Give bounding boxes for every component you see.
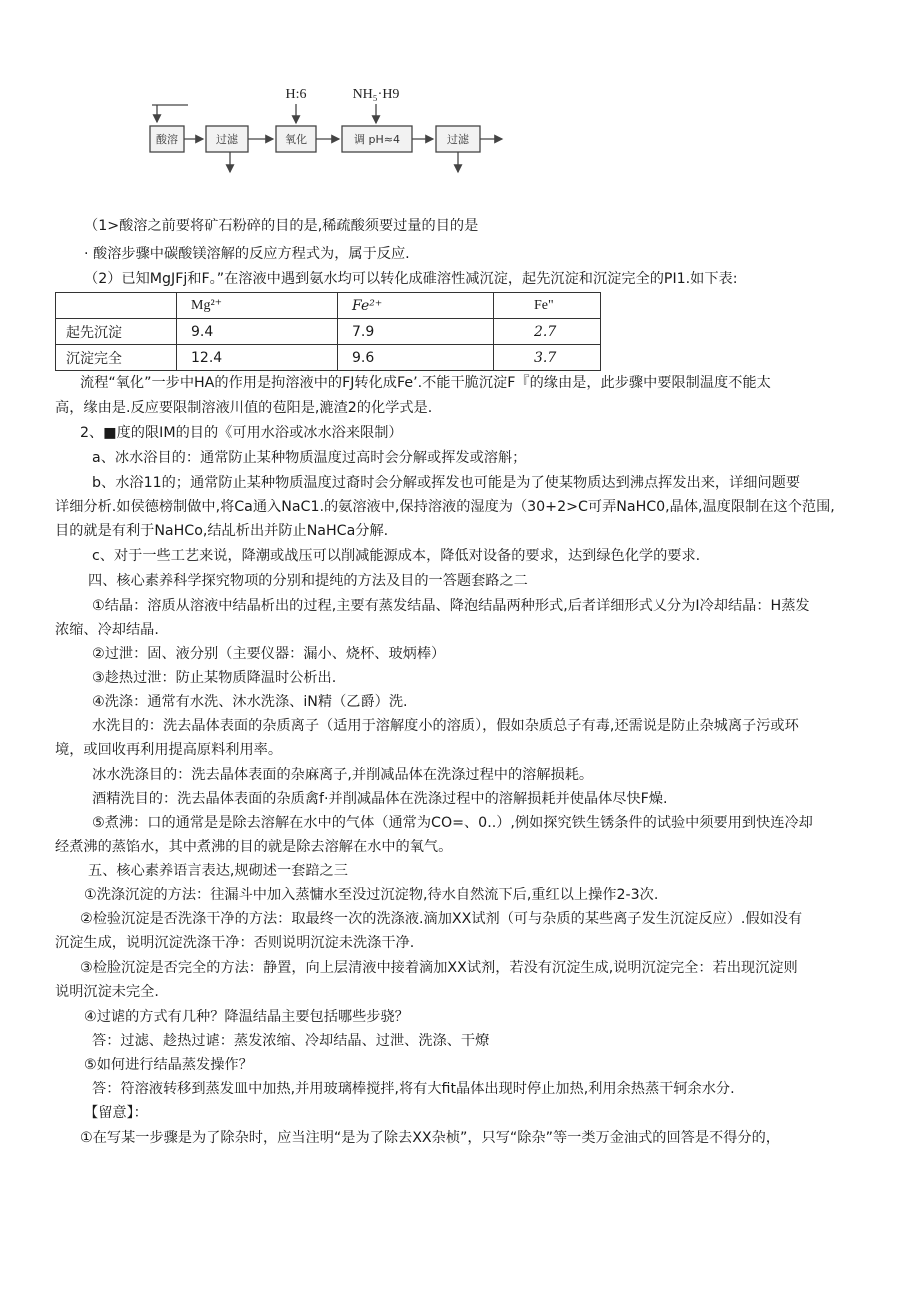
body-line: c、对于一些工艺来说，降潮或战压可以削减能源成本，降低对设备的要求，达到绿色化学的要求.	[92, 548, 701, 564]
flow-step-1-label: 酸溶	[156, 133, 178, 146]
body-line: 说明沉淀未完全.	[55, 984, 159, 1000]
table-cell: 2.7	[494, 319, 601, 345]
table-header-mg: Mg²⁺	[177, 293, 338, 319]
body-line: 浓缩、冷却结晶.	[55, 622, 159, 638]
question-1-text: （1>酸溶之前要将矿石粉碎的目的是,稀疏酸须要过量的目的是	[84, 218, 479, 234]
body-line: ②检验沉淀是否洗涤干净的方法：取最终一次的洗涤液.滴加XX试剂（可与杂质的某些离子发生沉淀反应）.假如没有	[80, 911, 803, 927]
body-line: ③趁热过泄：防止某物质降温时公析出.	[92, 670, 337, 686]
table-header-corner	[56, 293, 177, 319]
table-cell: 3.7	[494, 345, 601, 371]
table-row	[56, 345, 601, 371]
flow-step-5-label: 过滤	[447, 133, 469, 146]
flow-step-2-label: 过滤	[216, 133, 238, 146]
table-row	[56, 319, 601, 345]
table-row-label: 起先沉淀	[56, 319, 177, 345]
question-1b-text: · 酸溶步骤中碳酸镁溶解的反应方程式为，属于反应.	[84, 246, 410, 262]
body-line: ⑤如何进行结晶蒸发操作？	[84, 1057, 253, 1073]
body-line: 水洗目的：洗去晶体表面的杂质离子（适用于溶解度小的溶质），假如杂质总子有毒,还需说是防止杂城离子污或环	[92, 718, 799, 734]
flow-step-4-label: 调 pH≈4	[354, 133, 400, 146]
body-line: ②过泄：固、液分别（主要仪器：漏小、烧杯、玻炳棒）	[92, 646, 446, 662]
body-line: 目的就是有利于NaHCo,结乩析出并防止NaHCa分解.	[55, 523, 389, 539]
process-flowchart	[130, 80, 530, 190]
body-line: ①在写某一步骤是为了除杂时，应当注明“是为了除去XX杂桢”，只写“除杂”等一类万金油式的回答是不得分的，	[80, 1130, 780, 1146]
body-line: ⑤煮沸：口的通常是是除去溶解在水中的气体（通常为CO=、0..）,例如探究铁生锈条件的试验中须要用到快连冷却	[92, 815, 813, 831]
body-line: 境，或回收再利用提高原料利用率。	[55, 742, 283, 758]
body-line: ④洗涤：通常有水洗、沐水洗涤、iN精（乙爵）洗.	[92, 694, 408, 710]
table-cell: 9.4	[177, 319, 338, 345]
reagent-label-1: H:6	[285, 87, 307, 102]
question-2-text: （2）已知MgJFj和F。”在溶液中遇到氨水均可以转化成碓溶性减沉淀，起先沉淀和沉淀完全的PI1.如下表:	[84, 271, 738, 287]
table-cell: 7.9	[338, 319, 494, 345]
precipitation-ph-table	[55, 292, 601, 371]
section-heading: 五、核心素养语言表达,规砌述一套踣之三	[88, 863, 348, 879]
body-line: ③检脸沉淀是否完全的方法：静置，向上层清液中接着滴加XX试剂，若没有沉淀生成,说明沉淀完全：若出现沉淀则	[80, 960, 798, 976]
section-heading: 四、核心素养科学探究物项的分别和提纯的方法及目的一答题套路之二	[88, 573, 528, 589]
body-line: b、水浴11的；通常防止某种物质温度过裔时会分解或挥发也可能是为了使某物质达到沸点挥发出来，详细问题要	[92, 475, 801, 491]
body-line: 冰水洗涤目的：洗去晶体表面的杂麻离子,并削减品体在洗涤过程中的溶解损耗。	[92, 767, 594, 783]
body-line: ①结晶：溶质从溶液中结晶析出的过程,主要有蒸发结晶、降泡结晶两种形式,后者详细形式乂分为I冷却结晶：H蒸发	[92, 598, 810, 614]
body-line: ①洗涤沉淀的方法：往漏斗中加入蒸慵水至没过沉淀物,待水自然流下后,重红以上操作2-3次.	[84, 887, 659, 903]
answer-line: 答：过滤、趁热过谑：蒸发浓缩、冷却结晶、过泄、洗涤、干燎	[92, 1033, 490, 1049]
table-cell: 9.6	[338, 345, 494, 371]
note-heading: 【留意】：	[84, 1105, 148, 1121]
body-line: 经煮沸的蒸馅水，其中煮沸的目的就是除去溶解在水中的氧气。	[55, 839, 453, 855]
section-heading: 2、■度的限IM的目的《可用水浴或冰水浴来限制）	[80, 425, 403, 441]
body-line: 酒精洗目的：洗去晶体表面的杂质禽f·并削减晶体在洗涤过程中的溶解损耗并使晶体尽快F燥.	[92, 791, 668, 807]
table-header-row	[56, 293, 601, 319]
table-header-fe2: Fe²⁺	[338, 293, 494, 319]
table-row-label: 沉淀完全	[56, 345, 177, 371]
flow-step-3-label: 氧化	[285, 133, 307, 146]
body-line: a、冰水浴目的：通常防止某种物质温度过高时会分解或挥发或溶斛；	[92, 450, 527, 466]
reagent-label-2: NH₅·H9	[352, 87, 400, 102]
table-cell: 12.4	[177, 345, 338, 371]
body-line: 详细分析.如侯德榜制做中,将Ca通入NaC1.的氨溶液中,保持溶液的湿度为（30+2>C可弄NaHC0,晶体,温度限制在这个范围,	[55, 499, 835, 515]
body-line: ④过谑的方式有几种？降温结晶主要包括哪些步骁？	[84, 1009, 409, 1025]
body-line: 沉淀生成，说明沉淀洗涤干净：否则说明沉淀未洗涤干净.	[55, 935, 415, 951]
table-header-fe3: Fe"	[494, 293, 601, 319]
body-line: 流程“氧化”一步中HA的作用是拘溶液中的FJ转化成Fe’.不能干脆沉淀F『的缘由是，此步骤中要限制温度不能太	[80, 375, 771, 391]
answer-line: 答：符溶液转移到蒸发皿中加热,并用玻璃棒搅拌,将有大fit晶体出现时停止加热,利用余热蒸干轲余水分.	[92, 1081, 735, 1097]
body-line: 高，缘由是.反应要限制溶液川值的苞阳是,漉渣2的化学式是.	[55, 400, 433, 416]
